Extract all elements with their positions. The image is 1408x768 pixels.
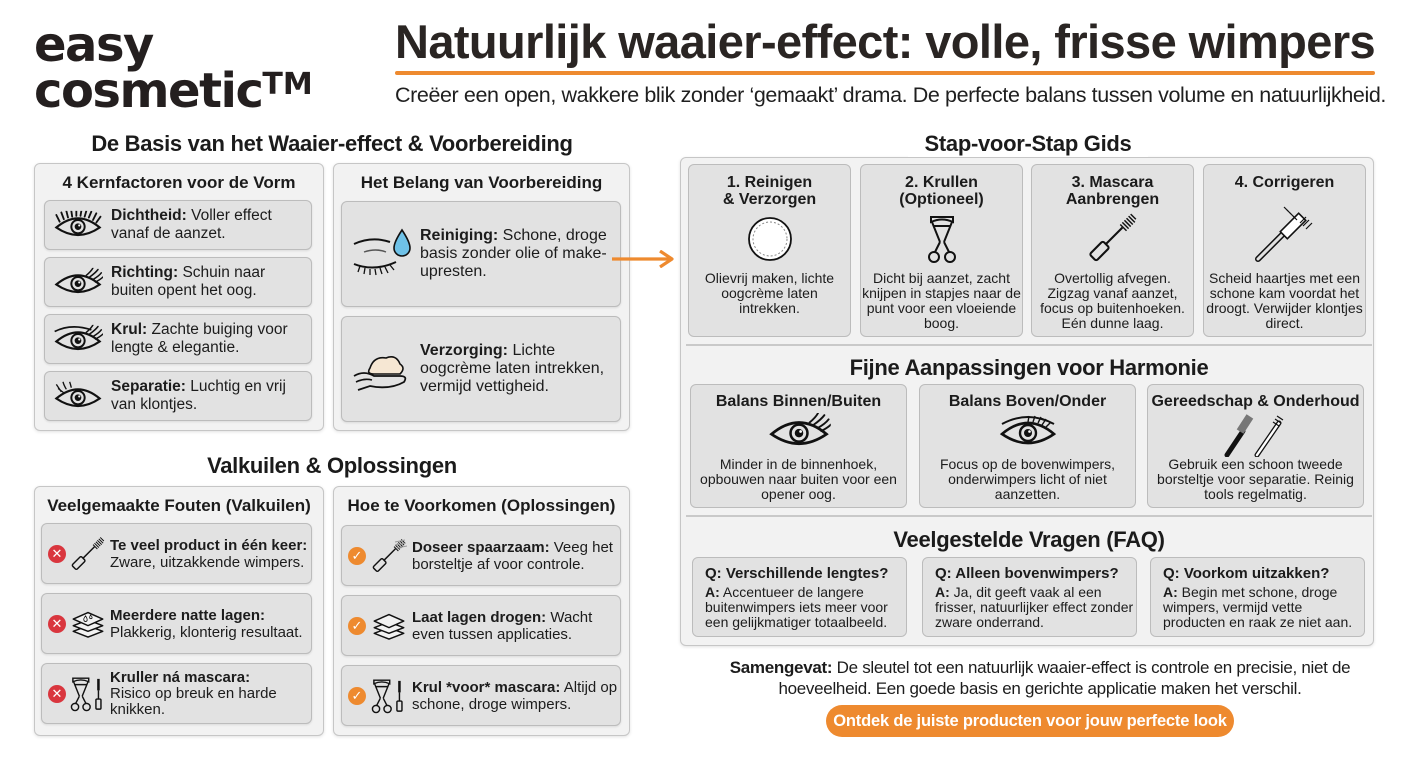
step-card-2: [860, 164, 1023, 337]
card-title: Gereedschap & Onderhoud: [1151, 393, 1360, 410]
faq-question: Q: Alleen bovenwimpers?: [935, 565, 1119, 582]
check-icon: ✓: [348, 547, 366, 565]
curler-mascara-icon: [66, 674, 110, 714]
step-title-line-1: 3. Mascara: [1071, 174, 1154, 191]
item-label: Dichtheid:: [111, 207, 187, 224]
faq-answer-label: A:: [1163, 584, 1178, 600]
brand-logo: [34, 17, 313, 119]
step-description: Overtollig afvegen. Zigzag vanaf aanzet, focus op buitenhoeken. Eén dunne laag.: [1040, 270, 1185, 331]
section-divider: [686, 515, 1372, 517]
item-text: Plakkerig, klonterig resultaat.: [110, 623, 303, 641]
section-title-basis: De Basis van het Waaier-effect & Voorbereiding: [91, 131, 573, 156]
item-text: Zachte buiging voor lengte & elegantie.: [111, 321, 288, 356]
error-x-icon: ✕: [48, 615, 66, 633]
step-title-line-1: 1. Reinigen: [726, 174, 813, 191]
cta-button[interactable]: Ontdek de juiste producten voor jouw perfecte look: [826, 705, 1234, 737]
step-title-line-2: & Verzorgen: [722, 191, 817, 208]
card-description: Focus op de bovenwimpers, onderwimpers licht of niet aanzetten.: [939, 456, 1116, 502]
list-item-dichtheid: [44, 200, 312, 250]
item-label: Krul *voor* mascara:: [412, 678, 561, 696]
section-title-harmonie: Fijne Aanpassingen voor Harmonie: [849, 355, 1209, 380]
item-label: Richting:: [111, 264, 179, 281]
mascara-wand-icon: [66, 536, 110, 572]
panel-title: Het Belang van Voorbereiding: [360, 173, 603, 192]
upper-lash-eye-icon: [998, 413, 1058, 449]
list-item-krul: [44, 314, 312, 364]
item-text: Zware, uitzakkende wimpers.: [110, 553, 305, 571]
hand-cream-icon: [342, 346, 420, 392]
error-x-icon: ✕: [48, 685, 66, 703]
card-description: Gebruik een schoon tweede borsteltje voor separatie. Reinig tools regelmatig.: [1157, 456, 1354, 502]
brand-line-1: easy: [34, 17, 153, 73]
step-card-3: [1031, 164, 1194, 337]
dense-lash-eye-icon: [45, 209, 111, 241]
mascara-wand-icon: [1087, 212, 1139, 264]
card-title: Balans Boven/Onder: [948, 393, 1107, 410]
item-label: Doseer spaarzaam:: [412, 538, 550, 556]
curler-mascara-icon: [366, 676, 412, 716]
title-underline: [395, 71, 1375, 75]
faq-item-1: [692, 557, 907, 637]
faq-item-3: [1150, 557, 1365, 637]
wiped-mascara-wand-icon: [366, 538, 412, 574]
card-title: Balans Binnen/Buiten: [715, 393, 882, 410]
faq-question: Q: Voorkom uitzakken?: [1163, 565, 1330, 582]
error-x-icon: ✕: [48, 545, 66, 563]
angled-lash-eye-icon: [45, 266, 111, 298]
cotton-pad-icon: [747, 216, 793, 262]
outer-lash-eye-icon: [764, 413, 834, 449]
separated-lash-eye-icon: [45, 380, 111, 412]
faq-question: Q: Verschillende lengtes?: [705, 565, 889, 582]
item-label: Meerdere natte lagen:: [110, 606, 266, 624]
list-item-fout-1: [41, 523, 312, 584]
item-label: Krul:: [111, 321, 148, 338]
item-text: Schuin naar buiten opent het oog.: [111, 264, 266, 299]
list-item-reiniging: [341, 201, 621, 307]
page-title: Natuurlijk waaier-effect: volle, frisse wimpers: [395, 15, 1376, 68]
item-label: Separatie:: [111, 378, 186, 395]
faq-answer: Begin met schone, droge wimpers, vermijd vette producten en raak ze niet aan.: [1163, 584, 1353, 630]
step-card-1: [688, 164, 851, 337]
faq-answer: Ja, dit geeft vaak al een frisser, natuurlijker effect zonder zware onderrand.: [935, 584, 1134, 630]
list-item-separatie: [44, 371, 312, 421]
list-item-oplossing-2: [341, 595, 621, 656]
item-label: Kruller ná mascara:: [110, 668, 251, 686]
lash-comb-icon: [1254, 203, 1316, 265]
step-title-line-2: (Optioneel): [899, 191, 984, 208]
summary-text: De sleutel tot een natuurlijk waaier-effect is controle en precisie, niet de hoeveelheid. Een goede basis en gerichte applicatie maken het verschil.: [778, 658, 1351, 698]
section-title-gids: Stap-voor-Stap Gids: [908, 131, 1148, 157]
trademark-symbol: TM: [262, 67, 313, 102]
item-label: Verzorging:: [420, 342, 509, 359]
step-title-line-2: Aanbrengen: [1065, 191, 1160, 208]
faq-answer-label: A:: [705, 584, 720, 600]
item-text: Lichte oogcrème laten intrekken, vermijd vettigheid.: [420, 342, 605, 395]
wet-layers-icon: [66, 607, 110, 641]
panel-title: Hoe te Voorkomen (Oplossingen): [347, 496, 616, 515]
step-description: Dicht bij aanzet, zacht knijpen in stapjes naar de punt voor een vloeiende boog.: [862, 270, 1021, 331]
check-icon: ✓: [348, 617, 366, 635]
curled-lash-eye-icon: [45, 323, 111, 355]
section-divider: [686, 344, 1372, 346]
list-item-oplossing-3: [341, 665, 621, 726]
list-item-richting: [44, 257, 312, 307]
item-text: Schone, droge basis zonder olie of make-upresten.: [420, 227, 607, 280]
list-item-fout-3: [41, 663, 312, 724]
spoolie-brushes-icon: [1221, 413, 1291, 457]
item-text: Altijd op schone, droge wimpers.: [412, 678, 618, 713]
section-title-valkuilen: Valkuilen & Oplossingen: [207, 453, 457, 478]
step-card-4: [1203, 164, 1366, 337]
page-subtitle: Creëer een open, wakkere blik zonder ‘gemaakt’ drama. De perfecte balans tussen volume en natuurlijkheid.: [395, 83, 1386, 107]
item-label: Laat lagen drogen:: [412, 608, 547, 626]
list-item-fout-2: [41, 593, 312, 654]
brand-line-2: cosmetic: [34, 63, 263, 119]
harmony-card-gereedschap: [1147, 384, 1364, 508]
summary: [700, 657, 1380, 699]
eyelash-curler-icon: [926, 214, 958, 264]
faq-item-2: [922, 557, 1137, 637]
card-description: Minder in de binnenhoek, opbouwen naar buiten voor een opener oog.: [700, 456, 897, 502]
item-text: Voller effect vanaf de aanzet.: [111, 207, 272, 242]
step-description: Olievrij maken, lichte oogcrème laten intrekken.: [704, 270, 835, 316]
item-label: Reiniging:: [420, 227, 499, 244]
faq-answer: Accentueer de langere buitenwimpers iets meer voor een gelijkmatiger totaalbeeld.: [705, 584, 888, 630]
step-description: Scheid haartjes met een schone kam voordat het droogt. Verwijder klontjes direct.: [1206, 270, 1363, 331]
item-text: Risico op breuk en harde knikken.: [110, 684, 277, 718]
closed-eye-droplet-icon: [342, 228, 420, 280]
dry-layers-icon: [366, 609, 412, 643]
item-text: Luchtig en vrij van klontjes.: [111, 378, 286, 413]
harmony-card-boven-onder: [919, 384, 1136, 508]
item-text: Veeg het borsteltje af voor controle.: [412, 538, 613, 573]
harmony-card-binnen-buiten: [690, 384, 907, 508]
summary-label: Samengevat:: [729, 658, 833, 677]
section-title-faq: Veelgestelde Vragen (FAQ): [893, 527, 1165, 552]
list-item-oplossing-1: [341, 525, 621, 586]
panel-title: Veelgemaakte Fouten (Valkuilen): [47, 496, 311, 515]
arrow-right-icon: [612, 250, 676, 268]
check-icon: ✓: [348, 687, 366, 705]
panel-title: 4 Kernfactoren voor de Vorm: [62, 173, 296, 192]
faq-answer-label: A:: [935, 584, 950, 600]
item-text: Wacht even tussen applicaties.: [412, 608, 593, 643]
step-title-line-1: 4. Corrigeren: [1234, 174, 1335, 191]
list-item-verzorging: [341, 316, 621, 422]
step-title-line-1: 2. Krullen: [905, 174, 978, 191]
item-label: Te veel product in één keer:: [110, 536, 308, 554]
